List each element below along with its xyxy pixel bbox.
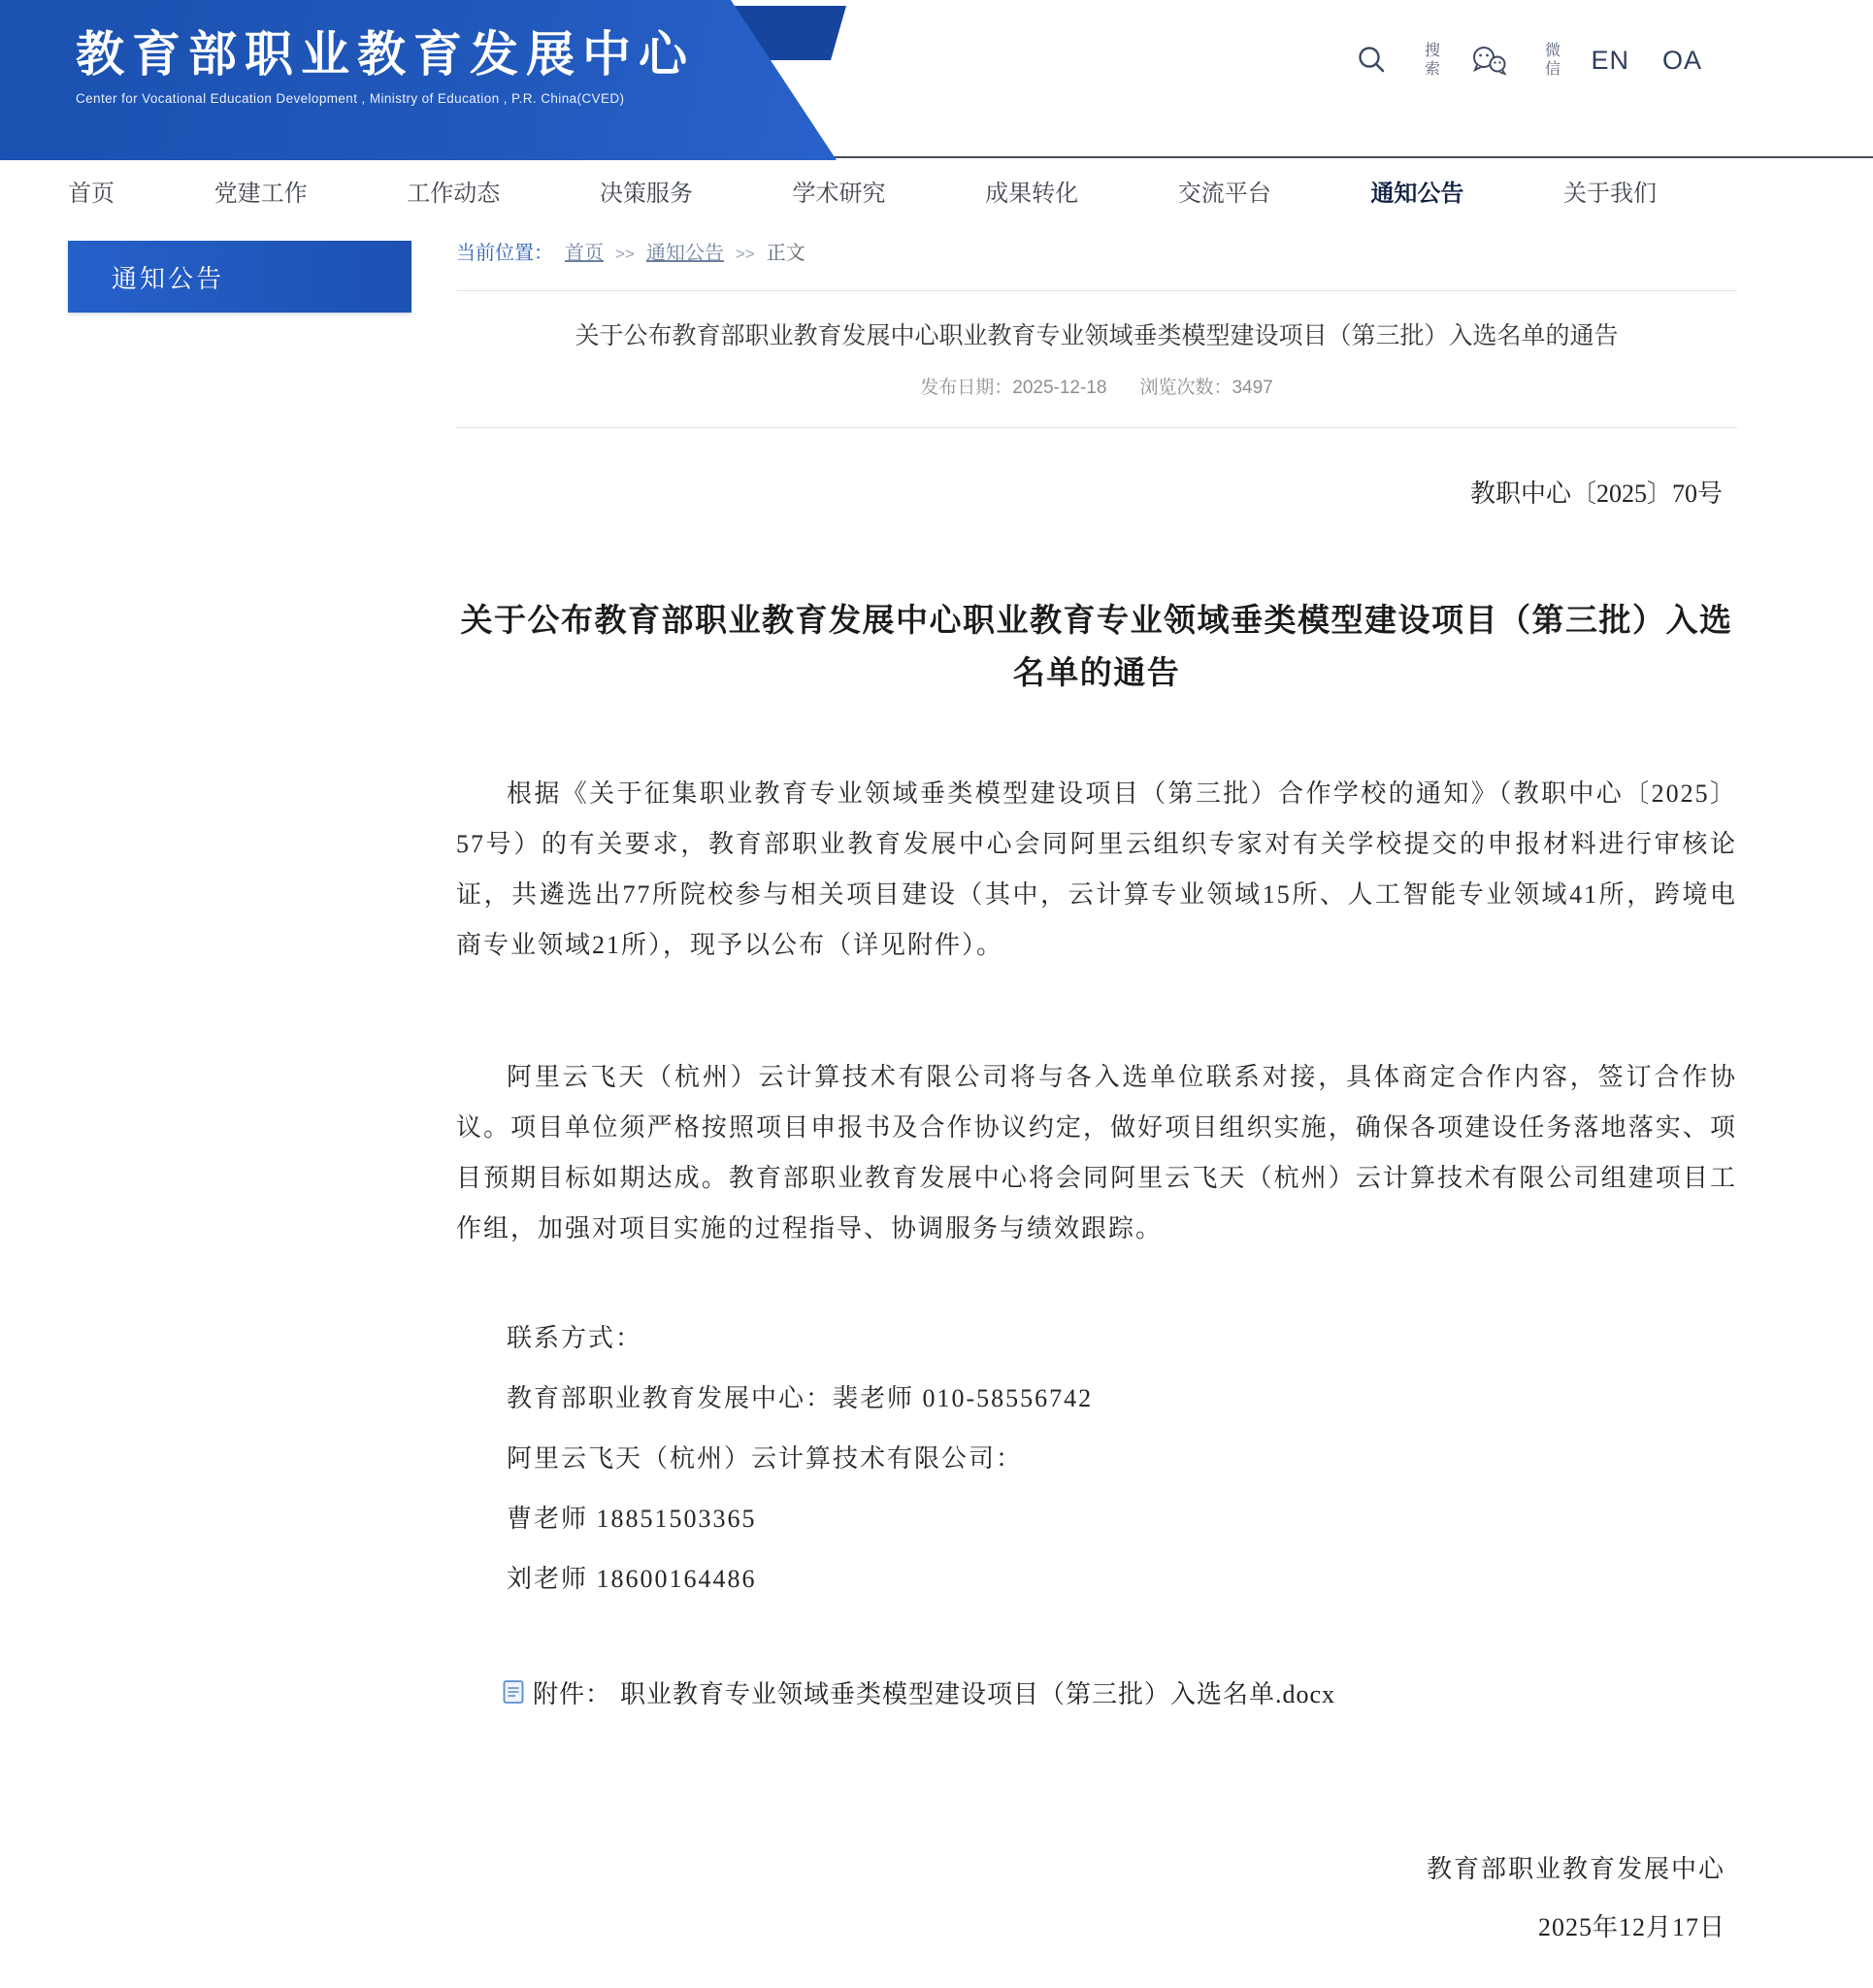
publish-date: 2025-12-18 xyxy=(1012,378,1107,398)
doc-attachment-icon xyxy=(503,1679,524,1705)
attachment-row xyxy=(456,1677,1737,1706)
attachment-label: 附件： xyxy=(533,1679,612,1708)
paragraph-1: 根据《关于征集职业教育专业领域垂类模型建设项目（第三批）合作学校的通知》（教职中心〔2025〕57号）的有关要求，教育部职业教育发展中心会同阿里云组织专家对有关学校提交的申报材料进行审核论证，共遴选出77所院校参与相关项目建设（其中，云计算专业领域15所、人工智能专业领域41所，跨境电商专业领域21所），现予以公布（详见附件）。 xyxy=(456,779,1737,959)
wechat-label[interactable]: 微信 xyxy=(1542,42,1560,79)
nav-item-achievement-transfer[interactable]: 成果转化 xyxy=(985,181,1079,207)
breadcrumb-separator: >> xyxy=(735,245,755,263)
contact-title: 联系方式： xyxy=(507,1324,643,1352)
oa-button[interactable]: OA xyxy=(1661,45,1702,75)
nav-item-party-building[interactable]: 党建工作 xyxy=(214,181,308,207)
nav-item-work-news[interactable]: 工作动态 xyxy=(407,181,501,207)
contact-block xyxy=(456,1309,1737,1609)
nav-item-exchange-platform[interactable]: 交流平台 xyxy=(1177,181,1271,207)
attachment-file-link[interactable]: 职业教育专业领域垂类模型建设项目（第三批）入选名单.docx xyxy=(620,1679,1336,1708)
breadcrumb-section-link[interactable]: 通知公告 xyxy=(645,243,724,264)
signature-block xyxy=(456,1852,1737,1945)
contact-teacher-liu: 刘老师 18600164486 xyxy=(507,1565,757,1593)
publish-date-label: 发布日期： xyxy=(920,378,1013,398)
site-identity xyxy=(76,25,695,106)
search-label[interactable]: 搜索 xyxy=(1422,42,1439,79)
site-title: 教育部职业教育发展中心 xyxy=(76,27,695,82)
breadcrumb-home-link[interactable]: 首页 xyxy=(565,243,604,264)
document-number: 教职中心〔2025〕70号 xyxy=(1469,480,1723,508)
views-label: 浏览次数： xyxy=(1139,378,1232,398)
contact-alibaba: 阿里云飞天（杭州）云计算技术有限公司： xyxy=(507,1444,1024,1473)
contact-cved: 教育部职业教育发展中心：裴老师 010-58556742 xyxy=(507,1384,1094,1412)
article-meta xyxy=(456,373,1737,398)
sidebar-notices-label: 通知公告 xyxy=(112,263,225,293)
contact-teacher-cao: 曹老师 18851503365 xyxy=(507,1505,757,1533)
breadcrumb xyxy=(456,237,1737,262)
divider xyxy=(456,290,1737,291)
sidebar-item-notices[interactable] xyxy=(68,241,411,313)
main-area xyxy=(0,223,1873,1945)
main-navigation xyxy=(0,158,1873,223)
breadcrumb-current: 正文 xyxy=(766,243,805,264)
article-list-title: 关于公布教育部职业教育发展中心职业教育专业领域垂类模型建设项目（第三批）入选名单的通告 xyxy=(575,322,1619,349)
nav-item-about-us[interactable]: 关于我们 xyxy=(1563,181,1657,207)
signature-organization: 教育部职业教育发展中心 xyxy=(1426,1855,1725,1883)
divider xyxy=(456,427,1737,428)
nav-item-policy-service[interactable]: 决策服务 xyxy=(599,181,693,207)
signature-date: 2025年12月17日 xyxy=(1537,1913,1725,1941)
nav-item-academic-research[interactable]: 学术研究 xyxy=(792,181,886,207)
language-en-button[interactable]: EN xyxy=(1591,45,1629,75)
wechat-icon[interactable] xyxy=(1470,45,1509,76)
nav-item-home[interactable]: 首页 xyxy=(68,181,115,207)
search-icon[interactable] xyxy=(1356,44,1389,77)
nav-item-notices[interactable]: 通知公告 xyxy=(1370,181,1464,207)
breadcrumb-label: 当前位置： xyxy=(456,243,553,264)
paragraph-2: 阿里云飞天（杭州）云计算技术有限公司将与各入选单位联系对接，具体商定合作内容，签订合作协议。项目单位须严格按照项目申报书及合作协议约定，做好项目组织实施，确保各项建设任务落地落实、项目预期目标如期达成。教育部职业教育发展中心将会同阿里云飞天（杭州）云计算技术有限公司组建项目工作组，加强对项目实施的过程指导、协调服务与绩效跟踪。 xyxy=(456,1063,1737,1242)
site-subtitle: Center for Vocational Education Development , Ministry of Education , P.R. China(CVED) xyxy=(76,91,625,106)
header-utilities xyxy=(1356,0,1702,120)
views-count: 3497 xyxy=(1232,378,1273,398)
document-heading: 关于公布教育部职业教育发展中心职业教育专业领域垂类模型建设项目（第三批）入选名单的通告 xyxy=(460,602,1733,690)
breadcrumb-separator: >> xyxy=(615,245,635,263)
article-content xyxy=(456,223,1737,1945)
site-header xyxy=(0,0,1873,158)
